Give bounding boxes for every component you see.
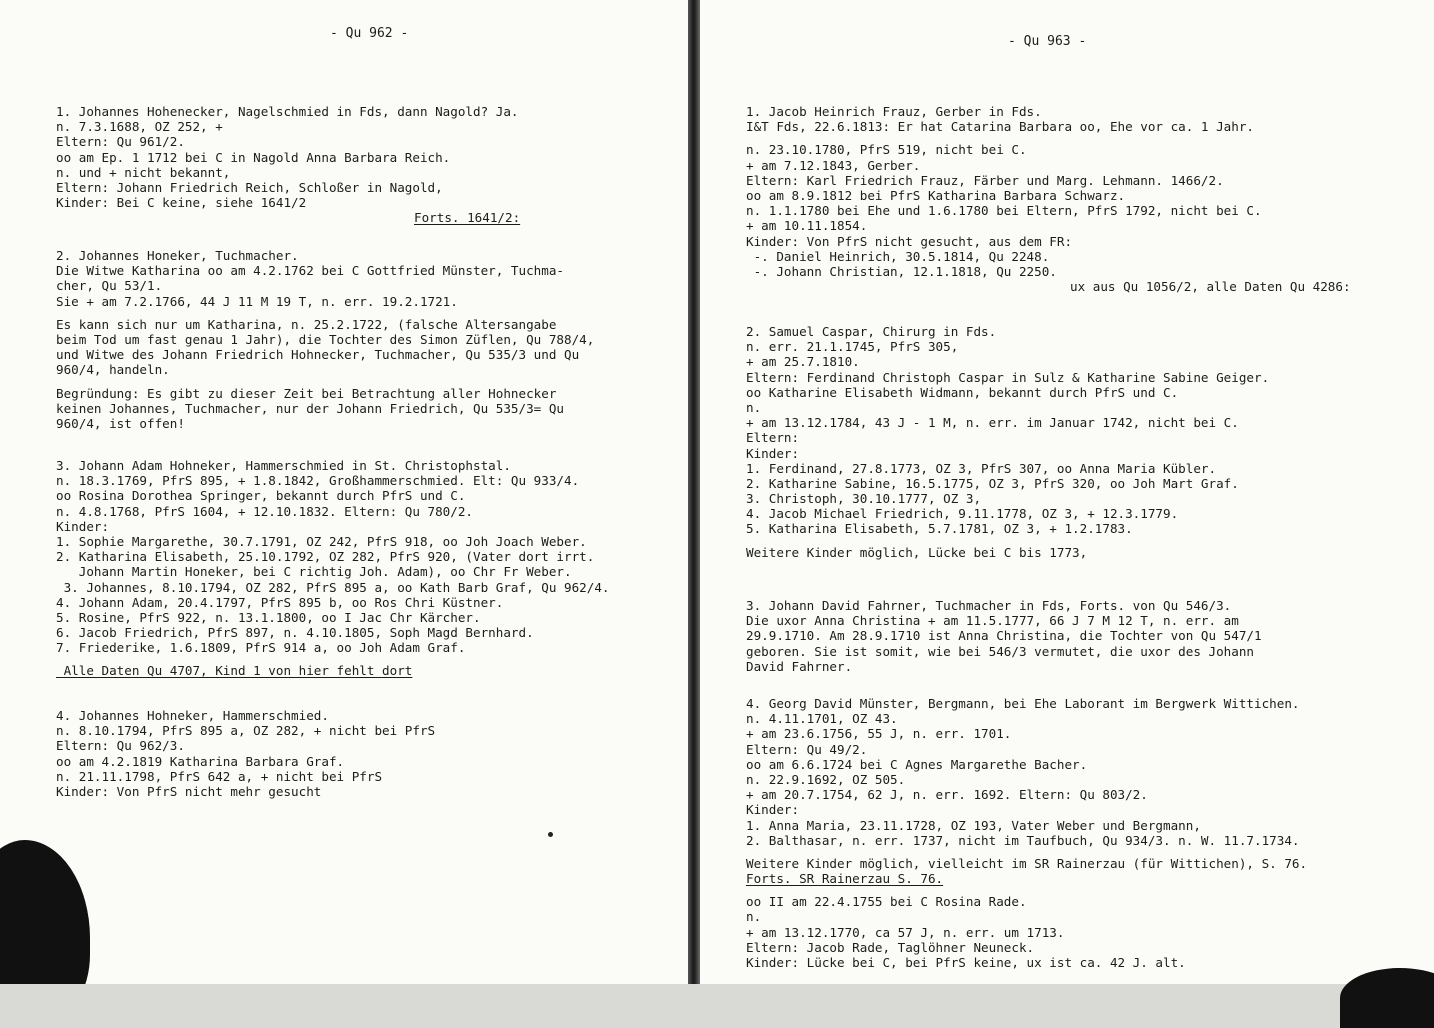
entry-line: 5. Rosine, PfrS 922, n. 13.1.1800, oo I Jac Chr Kärcher.	[56, 609, 481, 625]
entry-line: oo Katharine Elisabeth Widmann, bekannt durch PfrS und C.	[746, 384, 1179, 400]
entry-line: 1. Anna Maria, 23.11.1728, OZ 193, Vater Weber und Bergmann,	[746, 817, 1201, 833]
entry-line: Eltern: Jacob Rade, Taglöhner Neuneck.	[746, 939, 1035, 955]
entry-line: I&T Fds, 22.6.1813: Er hat Catarina Barbara oo, Ehe vor ca. 1 Jahr.	[746, 119, 1254, 135]
left-entry-2	[56, 248, 688, 431]
entry-line: oo II am 22.4.1755 bei C Rosina Rade.	[746, 894, 1027, 910]
entry-line: + am 13.12.1784, 43 J - 1 M, n. err. im Januar 1742, nicht bei C.	[746, 415, 1239, 431]
entry-line: 3. Johann David Fahrner, Tuchmacher in Fds, Forts. von Qu 546/3.	[746, 598, 1232, 613]
entry-line: Forts. 1641/2:	[414, 210, 521, 226]
left-entry-4	[56, 708, 688, 799]
entry-line: 1. Johannes Hohenecker, Nagelschmied in Fds, dann Nagold? Ja.	[56, 104, 519, 119]
entry-line: 4. Johann Adam, 20.4.1797, PfrS 895 b, oo Ros Chri Küstner.	[56, 594, 504, 610]
entry-line: David Fahrner.	[746, 658, 853, 674]
left-entry-3	[56, 458, 688, 679]
entry-line: Kinder: Von PfrS nicht gesucht, aus dem FR:	[746, 233, 1073, 249]
entry-line: Johann Martin Honeker, bei C richtig Joh. Adam), oo Chr Fr Weber.	[56, 564, 572, 580]
entry-line: Weitere Kinder möglich, Lücke bei C bis 1773,	[746, 544, 1088, 560]
entry-line: Kinder: Lücke bei C, bei PfrS keine, ux ist ca. 42 J. alt.	[746, 955, 1186, 970]
right-entry-2	[746, 324, 1406, 560]
entry-line: 1. Sophie Margarethe, 30.7.1791, OZ 242, PfrS 918, oo Joh Joach Weber.	[56, 533, 587, 549]
entry-line: 6. Jacob Friedrich, PfrS 897, n. 4.10.1805, Soph Magd Bernhard.	[56, 625, 534, 641]
entry-line: 4. Jacob Michael Friedrich, 9.11.1778, OZ 3, + 12.3.1779.	[746, 506, 1179, 522]
entry-line: 4. Johannes Hohneker, Hammerschmied.	[56, 708, 329, 723]
entry-line: n.	[746, 399, 762, 415]
entry-line: + am 13.12.1770, ca 57 J, n. err. um 1713.	[746, 924, 1065, 940]
entry-line: 1. Ferdinand, 27.8.1773, OZ 3, PfrS 307, oo Anna Maria Kübler.	[746, 460, 1217, 476]
left-page	[0, 0, 688, 984]
entry-line: 2. Johannes Honeker, Tuchmacher.	[56, 248, 299, 263]
entry-line: 5. Katharina Elisabeth, 5.7.1781, OZ 3, + 1.2.1783.	[746, 521, 1133, 537]
entry-line: Eltern: Qu 961/2.	[56, 134, 185, 150]
entry-line: Eltern: Ferdinand Christoph Caspar in Sulz & Katharine Sabine Geiger.	[746, 369, 1270, 385]
ink-dot	[548, 832, 553, 837]
right-entry-1	[746, 104, 1406, 294]
entry-line: n. 7.3.1688, OZ 252, +	[56, 119, 223, 135]
entry-line: + am 20.7.1754, 62 J, n. err. 1692. Eltern: Qu 803/2.	[746, 787, 1148, 803]
entry-line: Eltern: Karl Friedrich Frauz, Färber und Marg. Lehmann. 1466/2.	[746, 172, 1224, 188]
right-page	[700, 0, 1434, 984]
entry-line: oo am 4.2.1819 Katharina Barbara Graf.	[56, 753, 345, 769]
entry-line: 2. Samuel Caspar, Chirurg in Fds.	[746, 324, 997, 339]
entry-line: Kinder: Von PfrS nicht mehr gesucht	[56, 783, 322, 799]
entry-line: n. 8.10.1794, PfrS 895 a, OZ 282, + nicht bei PfrS	[56, 723, 436, 739]
entry-line: n. 22.9.1692, OZ 505.	[746, 771, 906, 787]
entry-line: n. 4.11.1701, OZ 43.	[746, 711, 898, 727]
entry-line: 7. Friederike, 1.6.1809, PfrS 914 a, oo Joh Adam Graf.	[56, 640, 466, 656]
entry-line: n. err. 21.1.1745, PfrS 305,	[746, 339, 959, 355]
entry-line: Kinder:	[746, 802, 800, 818]
left-entry-1	[56, 104, 688, 226]
entry-line: beim Tod um fast genau 1 Jahr), die Tochter des Simon Züflen, Qu 788/4,	[56, 331, 595, 347]
entry-line: n. 4.8.1768, PfrS 1604, + 12.10.1832. Eltern: Qu 780/2.	[56, 503, 474, 519]
entry-line: cher, Qu 53/1.	[56, 278, 163, 294]
entry-line: 2. Balthasar, n. err. 1737, nicht im Taufbuch, Qu 934/3. n. W. 11.7.1734.	[746, 832, 1300, 848]
entry-line: 3. Christoph, 30.10.1777, OZ 3,	[746, 491, 982, 507]
entry-line: 960/4, handeln.	[56, 362, 170, 378]
entry-line: 4. Georg David Münster, Bergmann, bei Ehe Laborant im Bergwerk Wittichen.	[746, 696, 1300, 711]
entry-line: n. 21.11.1798, PfrS 642 a, + nicht bei PfrS	[56, 768, 383, 784]
left-page-header: - Qu 962 -	[330, 26, 409, 41]
entry-line: Eltern: Qu 962/3.	[56, 738, 185, 754]
right-entry-3	[746, 598, 1406, 674]
right-entry-4	[746, 696, 1416, 970]
entry-line: Begründung: Es gibt zu dieser Zeit bei Betrachtung aller Hohnecker	[56, 385, 557, 401]
entry-line: + am 7.12.1843, Gerber.	[746, 157, 921, 173]
entry-line: 1. Jacob Heinrich Frauz, Gerber in Fds.	[746, 104, 1042, 119]
right-page-header: - Qu 963 -	[1008, 34, 1087, 49]
entry-line: keinen Johannes, Tuchmacher, nur der Johann Friedrich, Qu 535/3= Qu	[56, 400, 564, 416]
entry-line: n. 1.1.1780 bei Ehe und 1.6.1780 bei Eltern, PfrS 1792, nicht bei C.	[746, 203, 1262, 219]
entry-line: Eltern: Johann Friedrich Reich, Schloßer in Nagold,	[56, 179, 443, 195]
entry-line: 960/4, ist offen!	[56, 415, 185, 431]
entry-line: Die uxor Anna Christina + am 11.5.1777, 66 J 7 M 12 T, n. err. am	[746, 613, 1239, 629]
entry-line: oo Rosina Dorothea Springer, bekannt durch PfrS und C.	[56, 488, 466, 504]
entry-line: n. 18.3.1769, PfrS 895, + 1.8.1842, Großhammerschmied. Elt: Qu 933/4.	[56, 473, 580, 489]
entry-line: -. Johann Christian, 12.1.1818, Qu 2250.	[746, 263, 1057, 279]
entry-line: 2. Katharina Elisabeth, 25.10.1792, OZ 282, PfrS 920, (Vater dort irrt.	[56, 549, 595, 565]
entry-line: n. 23.10.1780, PfrS 519, nicht bei C.	[746, 142, 1027, 158]
entry-line: n.	[746, 909, 762, 925]
entry-line: geboren. Sie ist somit, wie bei 546/3 vermutet, die uxor des Johann	[746, 643, 1254, 659]
entry-line: Eltern:	[746, 430, 800, 446]
entry-line: Kinder:	[56, 518, 110, 534]
entry-line: oo am 6.6.1724 bei C Agnes Margarethe Bacher.	[746, 756, 1088, 772]
entry-line: + am 23.6.1756, 55 J, n. err. 1701.	[746, 726, 1012, 742]
entry-line: Kinder:	[746, 445, 800, 461]
entry-line: oo am Ep. 1 1712 bei C in Nagold Anna Barbara Reich.	[56, 149, 451, 165]
entry-line: Es kann sich nur um Katharina, n. 25.2.1722, (falsche Altersangabe	[56, 316, 557, 332]
entry-line: + am 25.7.1810.	[746, 354, 860, 370]
entry-line: oo am 8.9.1812 bei PfrS Katharina Barbara Schwarz.	[746, 187, 1126, 203]
entry-line: und Witwe des Johann Friedrich Hohnecker, Tuchmacher, Qu 535/3 und Qu	[56, 347, 580, 363]
entry-line: Eltern: Qu 49/2.	[746, 741, 868, 757]
entry-line: ux aus Qu 1056/2, alle Daten Qu 4286:	[1070, 279, 1351, 295]
entry-line: -. Daniel Heinrich, 30.5.1814, Qu 2248.	[746, 248, 1050, 264]
entry-line: 29.9.1710. Am 28.9.1710 ist Anna Christina, die Tochter von Qu 547/1	[746, 628, 1262, 644]
entry-line: Die Witwe Katharina oo am 4.2.1762 bei C Gottfried Münster, Tuchma-	[56, 263, 564, 279]
entry-line: Weitere Kinder möglich, vielleicht im SR Rainerzau (für Wittichen), S. 76.	[746, 855, 1308, 871]
entry-line: + am 10.11.1854.	[746, 218, 868, 234]
entry-line: Alle Daten Qu 4707, Kind 1 von hier fehlt dort	[56, 663, 413, 679]
scan-shadow	[0, 840, 90, 984]
entry-line: 3. Johannes, 8.10.1794, OZ 282, PfrS 895 a, oo Kath Barb Graf, Qu 962/4.	[56, 579, 610, 595]
entry-line: 3. Johann Adam Hohneker, Hammerschmied in St. Christophstal.	[56, 458, 511, 473]
entry-line: n. und + nicht bekannt,	[56, 164, 231, 180]
entry-line: 2. Katharine Sabine, 16.5.1775, OZ 3, PfrS 320, oo Joh Mart Graf.	[746, 475, 1239, 491]
entry-line: Forts. SR Rainerzau S. 76.	[746, 871, 944, 887]
entry-line: Sie + am 7.2.1766, 44 J 11 M 19 T, n. err. 19.2.1721.	[56, 293, 458, 309]
entry-line: Kinder: Bei C keine, siehe 1641/2	[56, 195, 307, 211]
